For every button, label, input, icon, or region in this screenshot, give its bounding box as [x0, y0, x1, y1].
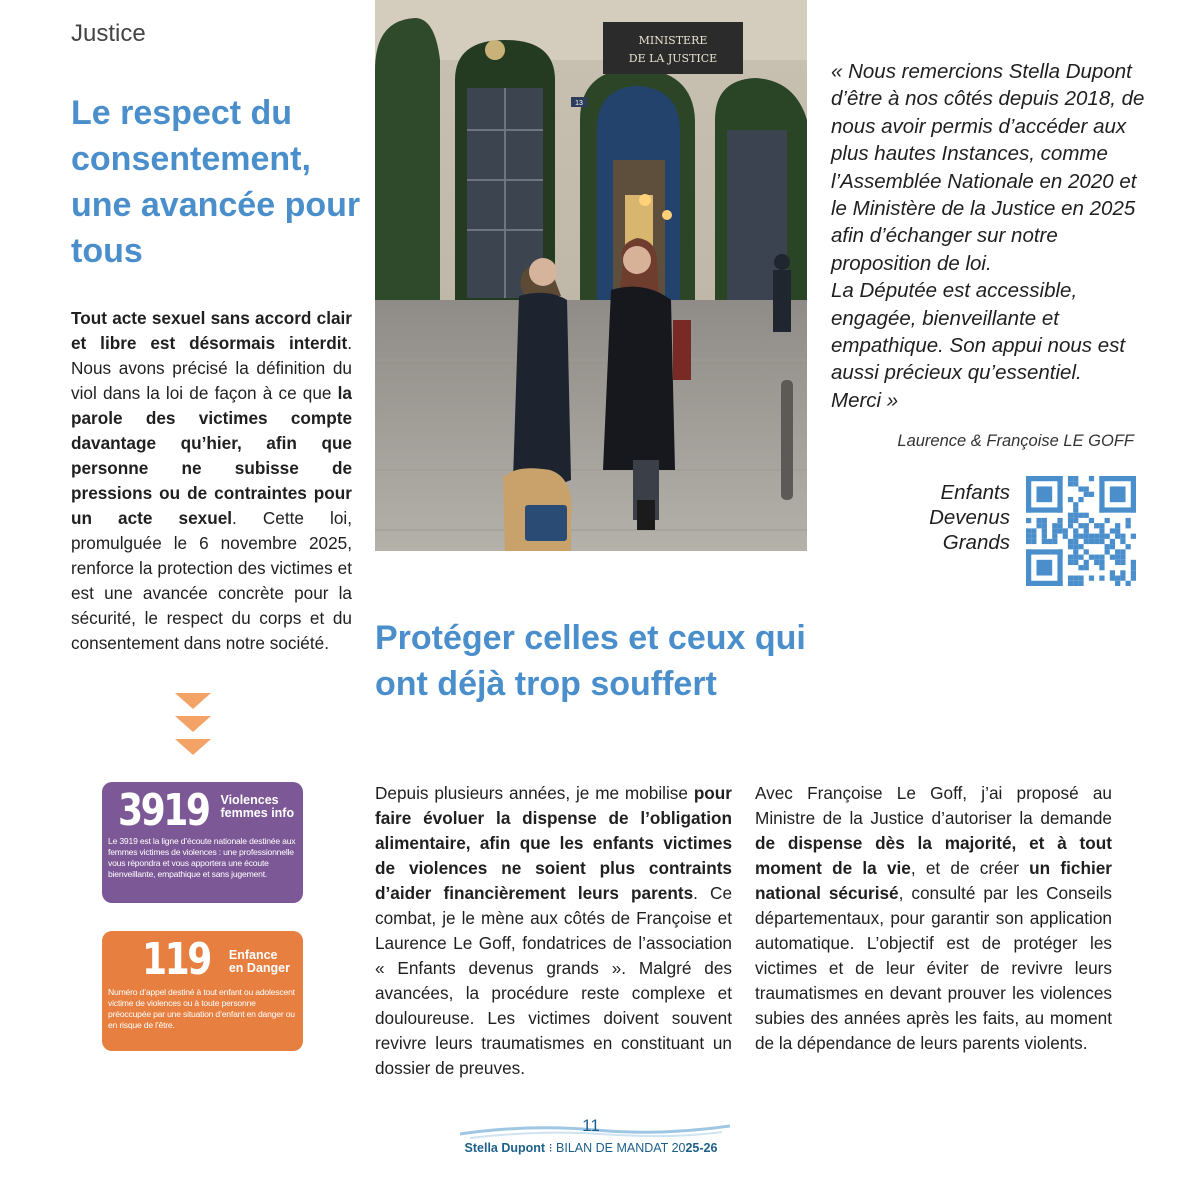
footer-title: BILAN DE MANDAT — [556, 1141, 669, 1155]
column2-run: , consulté par les Conseils départementaux, pour garantir son application automatique. L’objectif est de protéger les victimes et de leur éviter de revivre leurs traumatismes en devant prouver les violences subies des années après les faits, au moment de la dépendance de leurs parents violents. — [755, 883, 1113, 1053]
section-label: Justice — [71, 20, 146, 47]
hotline-card-119 — [102, 931, 303, 1051]
intro-run: la parole des victimes compte davantage qu’hier, afin que personne ne subisse de pressions ou de contraintes pour un acte sexuel — [71, 383, 352, 528]
column2-run: de dispense dès la majorité, et à tout moment de la vie — [755, 833, 1112, 878]
column2-run: Avec Françoise Le Goff, j’ai proposé au Ministre de la Justice d’autoriser la demande — [755, 783, 1112, 828]
down-arrows-icon — [174, 692, 212, 758]
footer-year-end: 25-26 — [685, 1141, 718, 1155]
hotline-number[interactable]: 119 — [142, 934, 210, 985]
hotline-description: Numéro d’appel destiné à tout enfant ou adolescent victime de violences ou à toute personne préoccupée par une situation d’enfant en danger ou en risque de l’être. — [108, 987, 295, 1030]
door-number-left: 13 — [575, 100, 583, 107]
association-name: Enfants Devenus Grands — [929, 481, 1010, 554]
footer-credit — [400, 1140, 782, 1155]
page-headline: Le respect du consentement, une avancée pour tous — [71, 94, 361, 270]
section-subheadline: Protéger celles et ceux qui ont déjà trop souffert — [375, 619, 806, 703]
sign-line-2: DE LA JUSTICE — [628, 52, 718, 65]
hotline-description: Le 3919 est la ligne d’écoute nationale destinée aux femmes victimes de violences : une professionnelle vous répondra et vous apportera une écoute bienveillante, empathique et sans jugement. — [108, 836, 296, 879]
column1-run: Depuis plusieurs années, je me mobilise — [375, 783, 694, 803]
testimonial-quote: « Nous remercions Stella Dupont d’être à nos côtés depuis 2018, de nous avoir permis d’accéder aux plus hautes Instances, comme l’Assemblée Nationale en 2020 et le Ministère de la Justice en 2025 afin d’échanger sur notre proposition de loi. La Députée est accessible, engagée, bienveillante et empathique. Son appui nous est aussi précieux qu’essentiel. Merci » — [831, 60, 1145, 412]
intro-run: Tout acte sexuel sans accord clair et libre est désormais interdit — [71, 308, 352, 353]
footer-year-start: 20 — [671, 1141, 686, 1155]
intro-paragraph — [71, 306, 352, 656]
hotline-number[interactable]: 3919 — [118, 785, 209, 836]
hotline-title: Violences femmes info — [220, 793, 295, 820]
intro-run: . Cette loi, promulguée le 6 novembre 2025, renforce la protection des victimes et est une avancée concrète pour la sécurité, le respect du corps et du consentement dans notre société. — [71, 508, 352, 653]
footer-author: Stella Dupont — [464, 1141, 546, 1155]
body-column-1 — [375, 781, 732, 1081]
sign-line-1: MINISTERE — [638, 34, 708, 47]
page-number: 11 — [582, 1116, 600, 1135]
hotline-title: Enfance en Danger — [228, 948, 290, 975]
ministry-facade-illustration — [375, 0, 807, 551]
body-column-2 — [755, 781, 1112, 1056]
intro-run: . Nous avons précisé la définition du viol dans la loi de façon à ce que — [71, 333, 352, 403]
qr-code-icon[interactable] — [1026, 476, 1136, 586]
ministry-photo — [375, 0, 807, 551]
column2-run: un fichier national sécurisé — [755, 858, 1112, 903]
column1-run: . Ce combat, je le mène aux côtés de Françoise et Laurence Le Goff, fondatrices de l’association « Enfants devenus grands ». Malgré des avancées, la procédure reste complexe et douloureuse. Les victimes doivent souvent revivre leurs traumatismes en constituant un dossier de preuves. — [375, 883, 733, 1078]
footer-separator: ⁝ — [548, 1141, 553, 1155]
column1-run: pour faire évoluer la dispense de l’obligation alimentaire, afin que les enfants victimes de violences ne soient plus contraints d’aider financièrement leurs parents — [375, 783, 732, 903]
column2-run: , et de créer — [910, 858, 1030, 878]
quote-author: Laurence & Françoise LE GOFF — [897, 432, 1134, 450]
hotline-card-3919 — [102, 782, 303, 903]
